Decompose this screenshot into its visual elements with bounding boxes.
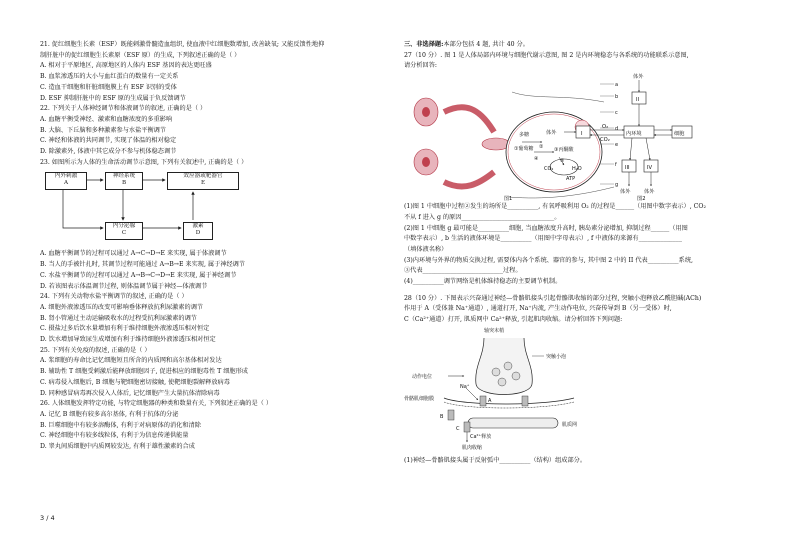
fig2-internal-env: 内环境 <box>626 131 642 138</box>
fig1-label-d: d <box>615 126 619 133</box>
q28-stem-3: C（Ca²⁺通道）打开, 肌质网中 Ca²⁺释放, 引起肌肉收缩。请分析回答下列问题: <box>404 316 623 324</box>
page-number: 3 / 4 <box>40 514 55 522</box>
fig2-top-outside: 体外 <box>633 74 644 81</box>
box-b <box>105 172 143 190</box>
fig2-cell: 细胞 <box>674 131 685 138</box>
box-e <box>167 172 239 190</box>
q27-sub-2b: 中数字表示）, b 生活的液体环境是__________（用图中字母表示）, f 中液体的来源有______________ <box>404 235 682 243</box>
nmj-ca-label: Ca²⁺释放 <box>470 433 492 440</box>
fig1-caption: 图1 <box>504 196 513 203</box>
fig2-bottom-right: 体外 <box>644 189 655 196</box>
box-c <box>105 222 143 240</box>
q28-stem-2: 作用于 A（受体兼 Na⁺通道）, 通道打开, Na⁺内流, 产生动作电位, 兴奋传导到 B（另一受体）时, <box>404 305 672 313</box>
q21-option-d: D. ESF 抑制肝脏中的 ESF 原的生成属于负反馈调节 <box>40 94 186 102</box>
q22-stem: 22. 下列关于人体神经调节和体液调节的叙述, 正确的是（ ） <box>40 105 207 113</box>
q27-figure-svg <box>404 72 760 202</box>
fig1-step5: ⑤ <box>560 158 565 165</box>
q22-option-d: D. 除激素外, 体液中其它成分不参与机体稳态调节 <box>40 148 177 156</box>
q23-option-a: A. 血糖平衡调节的过程可以通过 A→C→D→E 来实现, 属于体液调节 <box>40 250 227 258</box>
box-a-text: 内外刺激 <box>54 173 78 180</box>
fig1-step4: ④ <box>534 156 539 163</box>
nmj-vesicle-label: 突触小泡 <box>546 353 567 360</box>
q22-option-a: A. 血糖平衡受神经、激素和血糖浓度的多重影响 <box>40 115 173 123</box>
regulation-diagram <box>43 170 253 246</box>
q21-option-c: C. 造血干细胞和肝脏细胞膜上有 ESF 识别的受体 <box>40 83 177 91</box>
fig1-label-c: c <box>615 110 618 117</box>
fig1-polysaccharide: 多糖 <box>519 132 530 139</box>
q21-stem-1: 21. 促红细胞生长素（ESF）既能刺激骨髓造血组织, 使血液中红细胞数增加, 改善缺氧; 又能反馈性地抑 <box>40 41 325 48</box>
q21-option-b: B. 血浆渗透压的大小与血红蛋白的数量有一定关系 <box>40 73 179 81</box>
nmj-na-label: Na⁺ <box>460 383 470 390</box>
q21-stem-2: 制肝脏中的促红细胞生长素原（ESF 原）的生成, 下列叙述正确的是（ ） <box>40 51 241 59</box>
q26-option-b: B. 巨噬细胞中有较多溶酶体, 有利于对病原体的消化和清除 <box>40 421 201 429</box>
q26-option-a: A. 记忆 B 细胞有较多高尔基体, 有利于抗体的分泌 <box>40 410 179 418</box>
fig1-h2o: H₂O <box>572 166 582 173</box>
box-b-letter: B <box>121 180 127 187</box>
fig1-atp: ATP <box>566 176 576 183</box>
q23-option-b: B. 当人的手被针扎时, 其调节过程可能通过 A→B→E 来实现, 属于神经调节 <box>40 261 246 269</box>
q22-option-b: B. 大脑、下丘脑和多种激素参与水盐平衡调节 <box>40 126 167 134</box>
box-c-text: 内分泌腺 <box>112 223 136 230</box>
section-heading <box>404 40 760 51</box>
q25-stem: 25. 下列有关免疫的叙述, 正确的是（ ） <box>40 346 151 354</box>
right-column <box>404 40 760 467</box>
q23-stem: 23. 如图所示为人体的生命活动调节示意图, 下列有关叙述中, 正确的是（ ） <box>40 158 248 166</box>
nmj-ap-label: 动作电位 <box>412 373 433 380</box>
nmj-sr-label: 肌质网 <box>562 421 578 428</box>
fig2-box-i: I <box>581 131 583 138</box>
box-d-letter: D <box>195 230 201 237</box>
fig1-step2: ② <box>539 144 544 151</box>
fig1-pyruvate: ③丙酮酸 <box>554 147 574 154</box>
fig1-co2: CO₂ <box>544 166 554 173</box>
fig2-box-iii: III <box>625 165 630 172</box>
q21-option-a: A. 相对于平原地区, 高原地区的人体内 ESF 基因的表达更旺盛 <box>40 62 212 70</box>
q25-option-a: A. 浆细胞的寿命比记忆细胞短且所含的内质网和高尔基体相对发达 <box>40 357 222 365</box>
fig1-label-b: b <box>615 94 619 101</box>
fig2-o2: O₂ <box>602 124 609 131</box>
question-27 <box>404 51 760 288</box>
fig1-cell-diagram <box>414 84 614 198</box>
question-25 <box>40 346 396 400</box>
box-d-text: 激素 <box>192 223 204 230</box>
question-24 <box>40 292 396 346</box>
fig1-label-a: a <box>615 82 619 89</box>
q27-sub-2a: (2)图 1 中细胞 g 最可能是__________细胞, 当血糖浓度升高时, 胰岛素分泌增加, 抑制过程______（用图 <box>404 224 688 232</box>
q26-stem: 26. 人体细胞发挥特定功能, 与特定细胞器的种类和数量有关, 下列叙述正确的是（ ） <box>40 400 273 408</box>
q22-option-c: C. 神经和体液的共同调节, 实现了体温的相对稳定 <box>40 137 177 145</box>
fig1-label-g: g <box>615 182 619 189</box>
fig2-bottom-left: 体外 <box>620 189 631 196</box>
section-title: 三、非选择题: <box>404 41 444 48</box>
q24-option-c: C. 摄盐过多后饮水量增加有利于维持细胞外液渗透压相对恒定 <box>40 325 210 333</box>
fig2-box-ii: II <box>636 97 640 104</box>
fig2-caption: 图2 <box>637 196 646 203</box>
nmj-a-label: A <box>488 397 492 404</box>
fig1-label-e: e <box>615 142 619 149</box>
q27-sub-3b: ③代表__________________________过程。 <box>404 267 522 275</box>
q23-option-d: D. 若该图表示体温调节过程, 则体温调节属于神经—体液调节 <box>40 282 208 290</box>
question-22 <box>40 104 396 158</box>
q27-stem-2: 请分析回答: <box>404 62 438 70</box>
q24-option-b: B. 肾小管通过主动运输吸收水的过程受抗利尿激素的调节 <box>40 314 197 322</box>
q23-option-c: C. 水盐平衡调节的过程可以通过 A→B→C→D→E 来实现, 属于神经调节 <box>40 271 237 279</box>
q27-sub-1b: 不从 f 进入 g 的原因______________________________。 <box>404 213 561 221</box>
q25-option-d: D. 同种感冒病毒再次侵入人体后, 记忆细胞产生大量抗体清除病毒 <box>40 389 220 397</box>
question-21 <box>40 40 396 104</box>
q25-option-c: C. 病毒侵入细胞后, B 细胞与靶细胞密切接触, 使靶细胞裂解释放病毒 <box>40 378 230 386</box>
nmj-c-label: C <box>456 425 460 432</box>
fig1-label-f: f <box>615 162 617 169</box>
q27-sub-4: (4)__________调节网络是机体维持稳态的主要调节机制。 <box>404 278 562 286</box>
fig2-left-outside: 体外 <box>546 130 557 137</box>
section-note: 本部分包括 4 题, 共计 40 分。 <box>443 41 529 48</box>
box-b-text: 神经系统 <box>112 173 136 180</box>
q28-stem-1: 28（10 分）. 下图表示兴奋通过神经—骨骼肌接头引起骨骼肌收缩的部分过程, 突触小泡释放乙酰胆碱(ACh) <box>404 294 702 302</box>
q25-option-b: B. 辅助性 T 细胞受刺激后能释放细胞因子, 促进相应的细胞毒性 T 细胞形成 <box>40 368 248 376</box>
box-e-letter: E <box>200 180 206 187</box>
q28-sub-1: (1)神经—骨骼肌接头属于反射弧中__________（结构）组成部分。 <box>404 456 587 464</box>
q27-figures <box>404 72 760 202</box>
nmj-axon-label: 轴突末梢 <box>484 327 505 334</box>
box-d <box>183 222 213 240</box>
box-a <box>45 172 87 190</box>
box-e-text: 效应器或靶器官 <box>183 173 223 180</box>
q26-option-d: D. 睾丸间质细胞中内质网较发达, 有利于雄性激素的合成 <box>40 443 195 451</box>
q24-option-d: D. 饮水增加导致尿生成增加有利于维持细胞外液渗透压相对恒定 <box>40 336 216 344</box>
q27-sub-3a: (3)内环境与外界的物质交换过程, 需要体内各个系统、器官的参与, 其中图 2 中的 II 代表__________系统, <box>404 256 693 264</box>
q24-stem: 24. 下列有关动物水盐平衡调节的叙述, 正确的是（ ） <box>40 293 188 301</box>
nmj-svg <box>404 326 604 450</box>
q27-sub-1a: (1)图 1 中细胞中过程②发生的场所是__________, 有氧呼吸利用 O₂ 的过程是______（用图中数字表示）, CO₂ <box>404 203 706 211</box>
box-a-letter: A <box>63 180 69 187</box>
nmj-b-label: B <box>440 413 444 420</box>
fig2-box-iv: IV <box>647 165 653 172</box>
left-column <box>40 40 396 453</box>
fig1-glucose: ①葡萄糖 <box>514 146 534 153</box>
nmj-muscle-membrane-label: 骨骼肌细胞膜 <box>404 395 435 402</box>
q27-sub-2c: （填体液名称） <box>404 245 448 253</box>
nmj-contraction-label: 肌肉收缩 <box>462 444 483 451</box>
question-28 <box>404 294 760 467</box>
fig2-co2: CO₂ <box>600 137 610 144</box>
neuromuscular-junction-figure <box>404 326 604 456</box>
q24-option-a: A. 细胞外液渗透压的改变可影响垂体释放抗利尿激素的调节 <box>40 303 204 311</box>
q27-stem-1: 27（10 分）. 图 1 是人体局部内环境与细胞代谢示意图, 图 2 是内环境稳态与各系统的功能联系示意图, <box>404 51 689 59</box>
box-c-letter: C <box>121 230 127 237</box>
question-26 <box>40 399 396 453</box>
question-23 <box>40 158 396 293</box>
q26-option-c: C. 神经细胞中有较多线粒体, 有利于为信息传递供能量 <box>40 432 189 440</box>
